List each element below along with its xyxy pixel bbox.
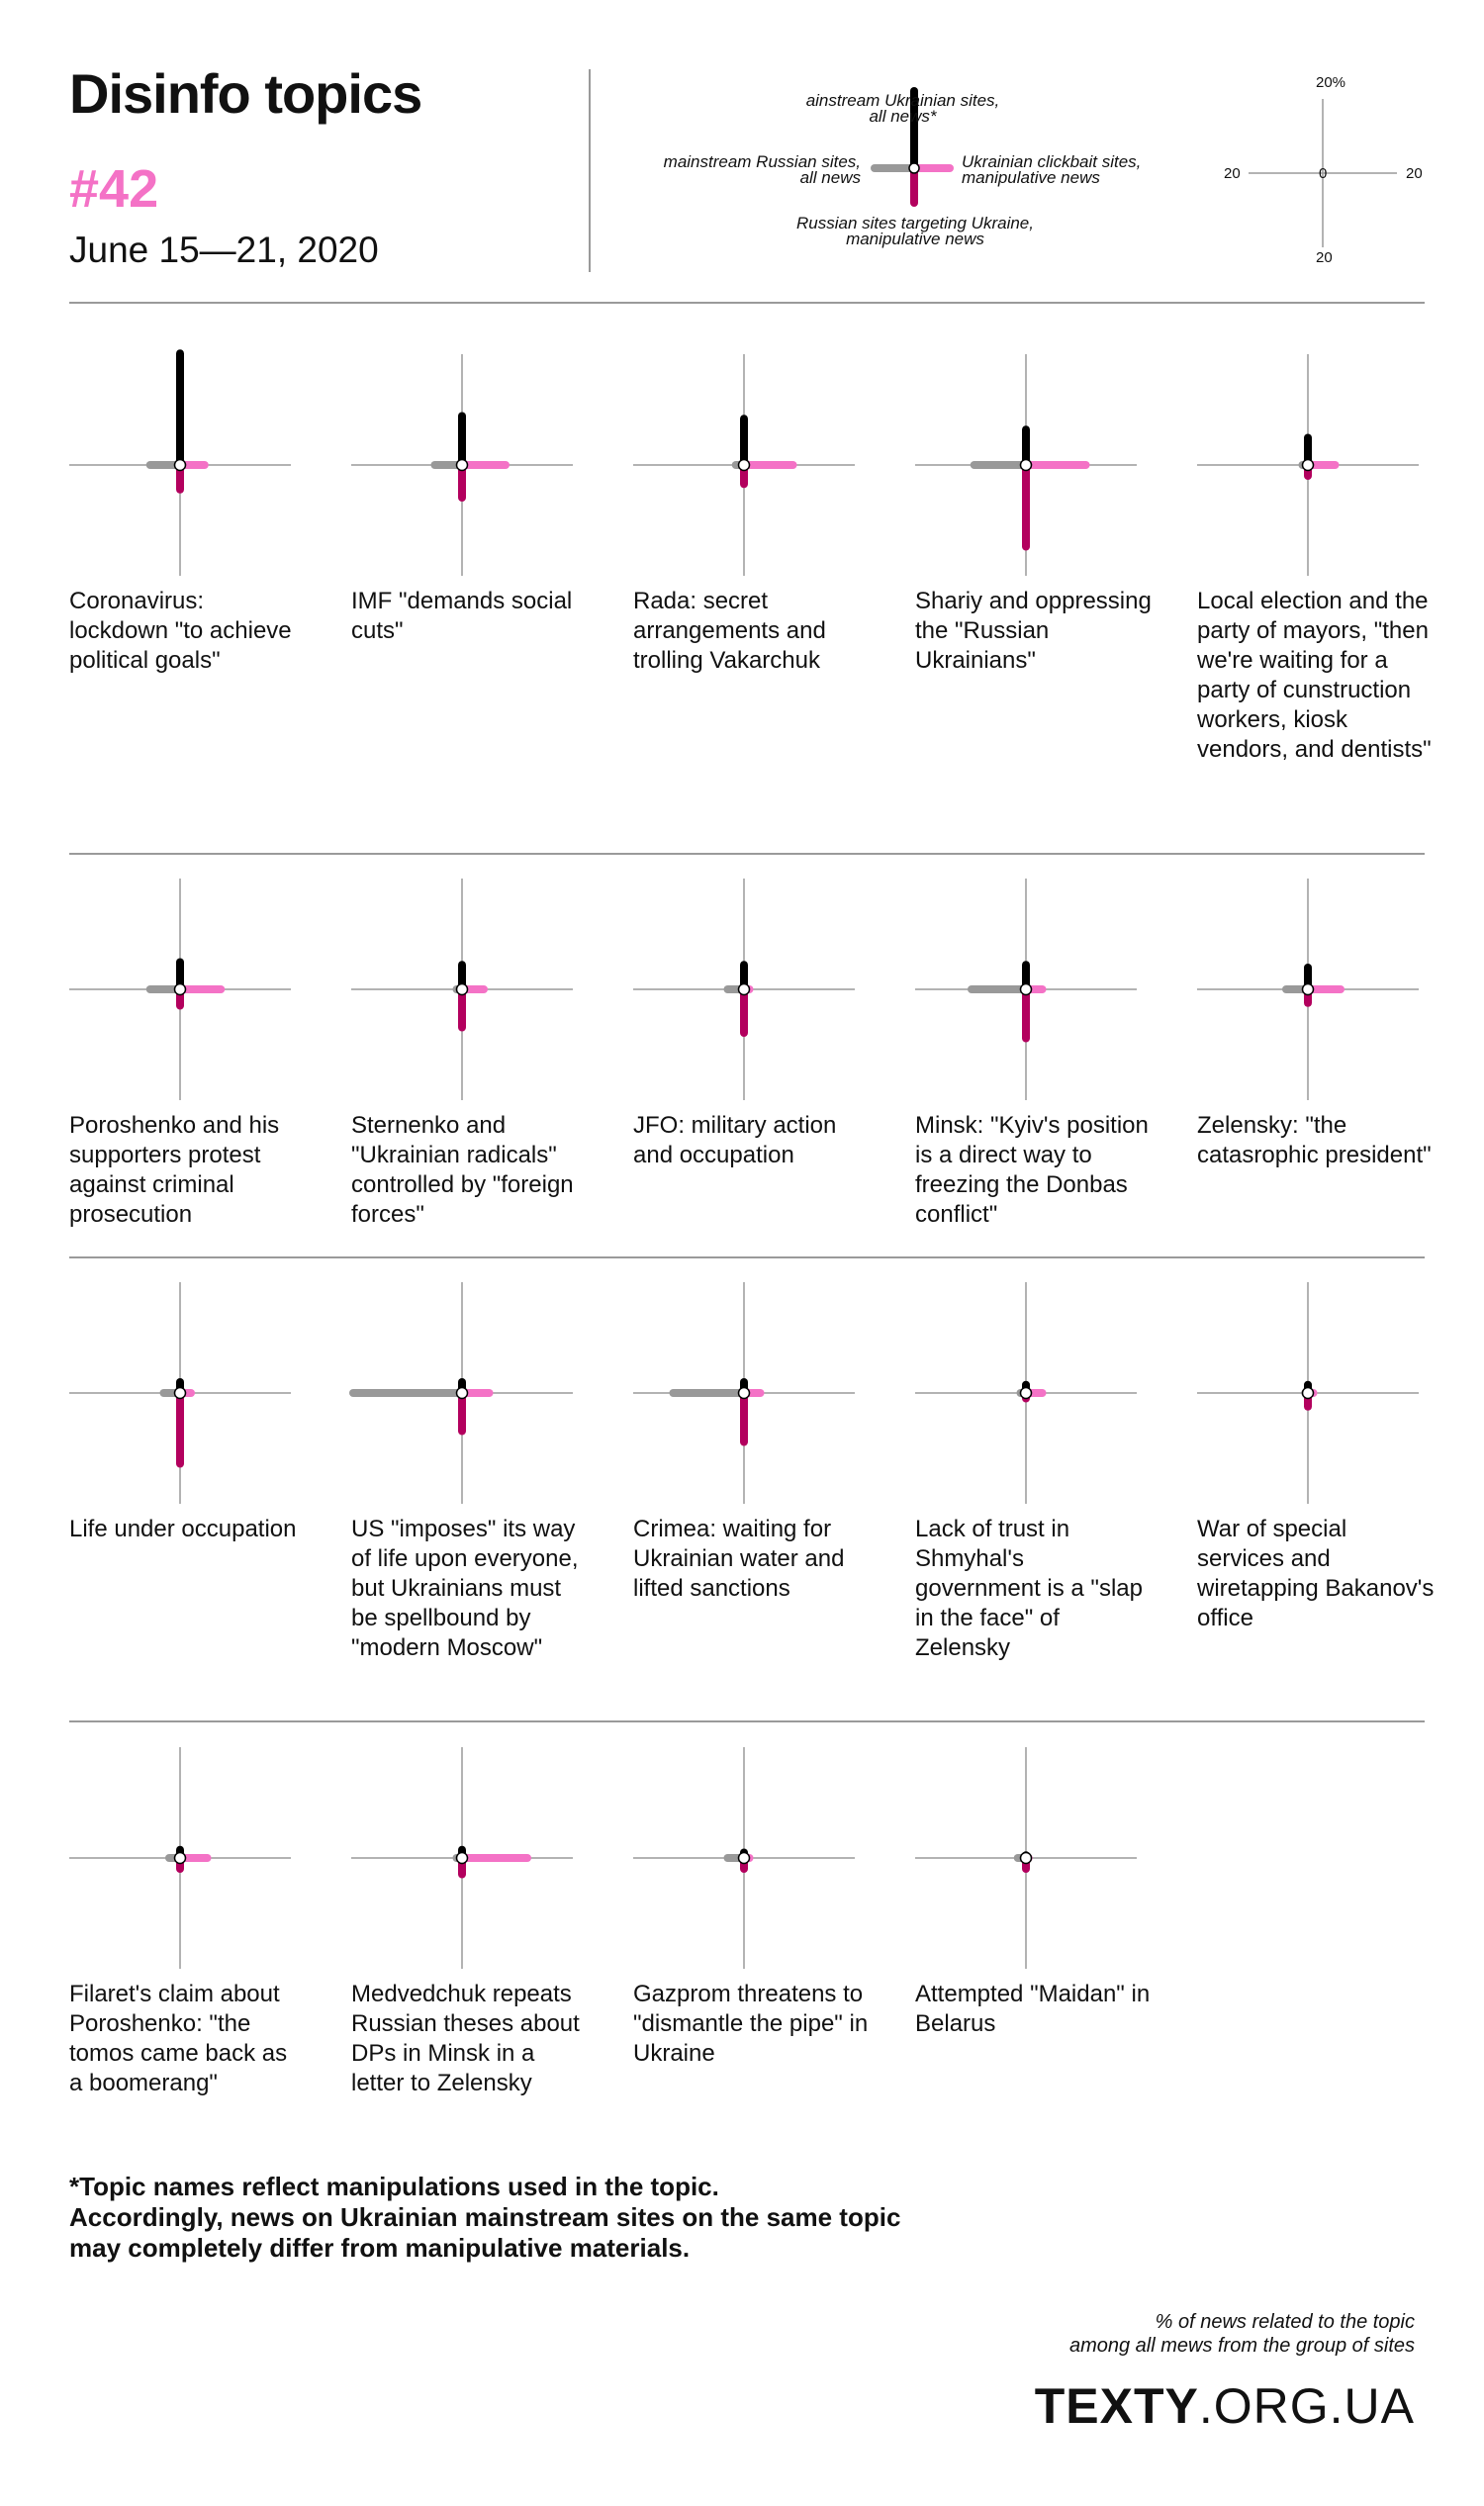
center-dot xyxy=(457,984,468,995)
footnote: *Topic names reflect manipulations used in the topic. Accordingly, news on Ukrainian mainstream sites on the same topic may completely differ from manipulative materials. xyxy=(69,2172,901,2263)
center-dot xyxy=(1021,984,1032,995)
topic-label: Medvedchuk repeats Russian theses about DPs in Minsk in a letter to Zelensky xyxy=(351,1981,580,2096)
topic-label: Shariy and oppressing the "Russian Ukrainians" xyxy=(915,588,1152,674)
center-dot xyxy=(739,1388,750,1399)
topic-chart xyxy=(69,353,291,576)
topic-label: Attempted "Maidan" in Belarus xyxy=(915,1981,1151,2037)
scale-label-right: 20 xyxy=(1406,165,1423,182)
center-dot xyxy=(175,1853,186,1864)
scale-label-top: 20% xyxy=(1316,74,1346,91)
topic-chart xyxy=(915,879,1137,1100)
center-dot xyxy=(739,1853,750,1864)
topic-chart xyxy=(633,879,855,1100)
center-dot xyxy=(457,1853,468,1864)
topic-label: Minsk: "Kyiv's position is a direct way to freezing the Donbas conflict" xyxy=(915,1112,1149,1228)
topic-label: War of special services and wiretapping Bakanov's office xyxy=(1197,1516,1435,1631)
topic-chart xyxy=(633,1747,855,1969)
center-dot xyxy=(1303,1388,1314,1399)
topic-chart xyxy=(1197,879,1419,1100)
topic-label: US "imposes" its way of life upon everyone, but Ukrainians must be spellbound by "modern Moscow" xyxy=(351,1516,579,1661)
center-dot xyxy=(457,460,468,471)
topic-chart xyxy=(351,1747,573,1969)
topic-label: JFO: military action and occupation xyxy=(633,1112,837,1168)
date-range: June 15—21, 2020 xyxy=(69,230,379,270)
center-dot xyxy=(1303,460,1314,471)
topic-label: IMF "demands social cuts" xyxy=(351,588,573,644)
topic-chart xyxy=(633,1282,855,1504)
topic-chart xyxy=(69,879,291,1100)
center-dot xyxy=(1021,1853,1032,1864)
topic-label: Coronavirus: lockdown "to achieve political goals" xyxy=(69,588,292,674)
legend-label-left: mainstream Russian sites, all news xyxy=(663,152,861,187)
center-dot xyxy=(175,1388,186,1399)
topic-chart xyxy=(633,354,855,576)
center-dot xyxy=(739,984,750,995)
topic-chart xyxy=(69,1747,291,1969)
scale-label-center: 0 xyxy=(1319,165,1328,182)
legend-label-right: Ukrainian clickbait sites, manipulative news xyxy=(962,152,1142,187)
topic-chart xyxy=(351,1282,573,1504)
topic-chart xyxy=(1197,354,1419,576)
topic-chart xyxy=(351,354,573,576)
legend-label-up: ainstream Ukrainian sites, all news* xyxy=(805,91,1000,126)
topic-label: Zelensky: "the catasrophic president" xyxy=(1197,1112,1432,1168)
center-dot xyxy=(175,460,186,471)
scale-label-left: 20 xyxy=(1224,165,1241,182)
center-dot xyxy=(1021,1388,1032,1399)
topic-chart xyxy=(915,354,1137,576)
source-note: % of news related to the topic among all mews from the group of sites xyxy=(1068,2311,1415,2357)
topic-label: Life under occupation xyxy=(69,1516,297,1542)
topic-chart xyxy=(1197,1282,1419,1504)
center-dot xyxy=(457,1388,468,1399)
brand-logo[interactable]: TEXTY.ORG.UA xyxy=(1034,2378,1415,2434)
center-dot xyxy=(1303,984,1314,995)
topic-label: Local election and the party of mayors, "then we're waiting for a party of cunstruction workers, kiosk vendors, and dentists" xyxy=(1197,588,1432,763)
page-title: Disinfo topics xyxy=(69,62,422,125)
issue-number: #42 xyxy=(69,159,159,219)
topic-label: Poroshenko and his supporters protest against criminal prosecution xyxy=(69,1112,280,1228)
topic-chart xyxy=(69,1282,291,1504)
topic-label: Sternenko and "Ukrainian radicals" controlled by "foreign forces" xyxy=(351,1112,574,1228)
topic-label: Crimea: waiting for Ukrainian water and lifted sanctions xyxy=(633,1516,845,1602)
topic-chart xyxy=(915,1282,1137,1504)
center-dot xyxy=(739,460,750,471)
legend-label-down: Russian sites targeting Ukraine, manipulative news xyxy=(795,214,1034,248)
topic-label: Lack of trust in Shmyhal's government is a "slap in the face" of Zelensky xyxy=(915,1516,1143,1661)
center-dot xyxy=(175,984,186,995)
scale-label-bottom: 20 xyxy=(1316,249,1333,266)
topic-label: Rada: secret arrangements and trolling Vakarchuk xyxy=(633,588,826,674)
topic-label: Filaret's claim about Poroshenko: "the tomos came back as a boomerang" xyxy=(69,1981,288,2096)
topic-chart xyxy=(351,879,573,1100)
center-dot xyxy=(1021,460,1032,471)
topic-label: Gazprom threatens to "dismantle the pipe" in Ukraine xyxy=(633,1981,869,2067)
topic-chart xyxy=(915,1747,1137,1969)
